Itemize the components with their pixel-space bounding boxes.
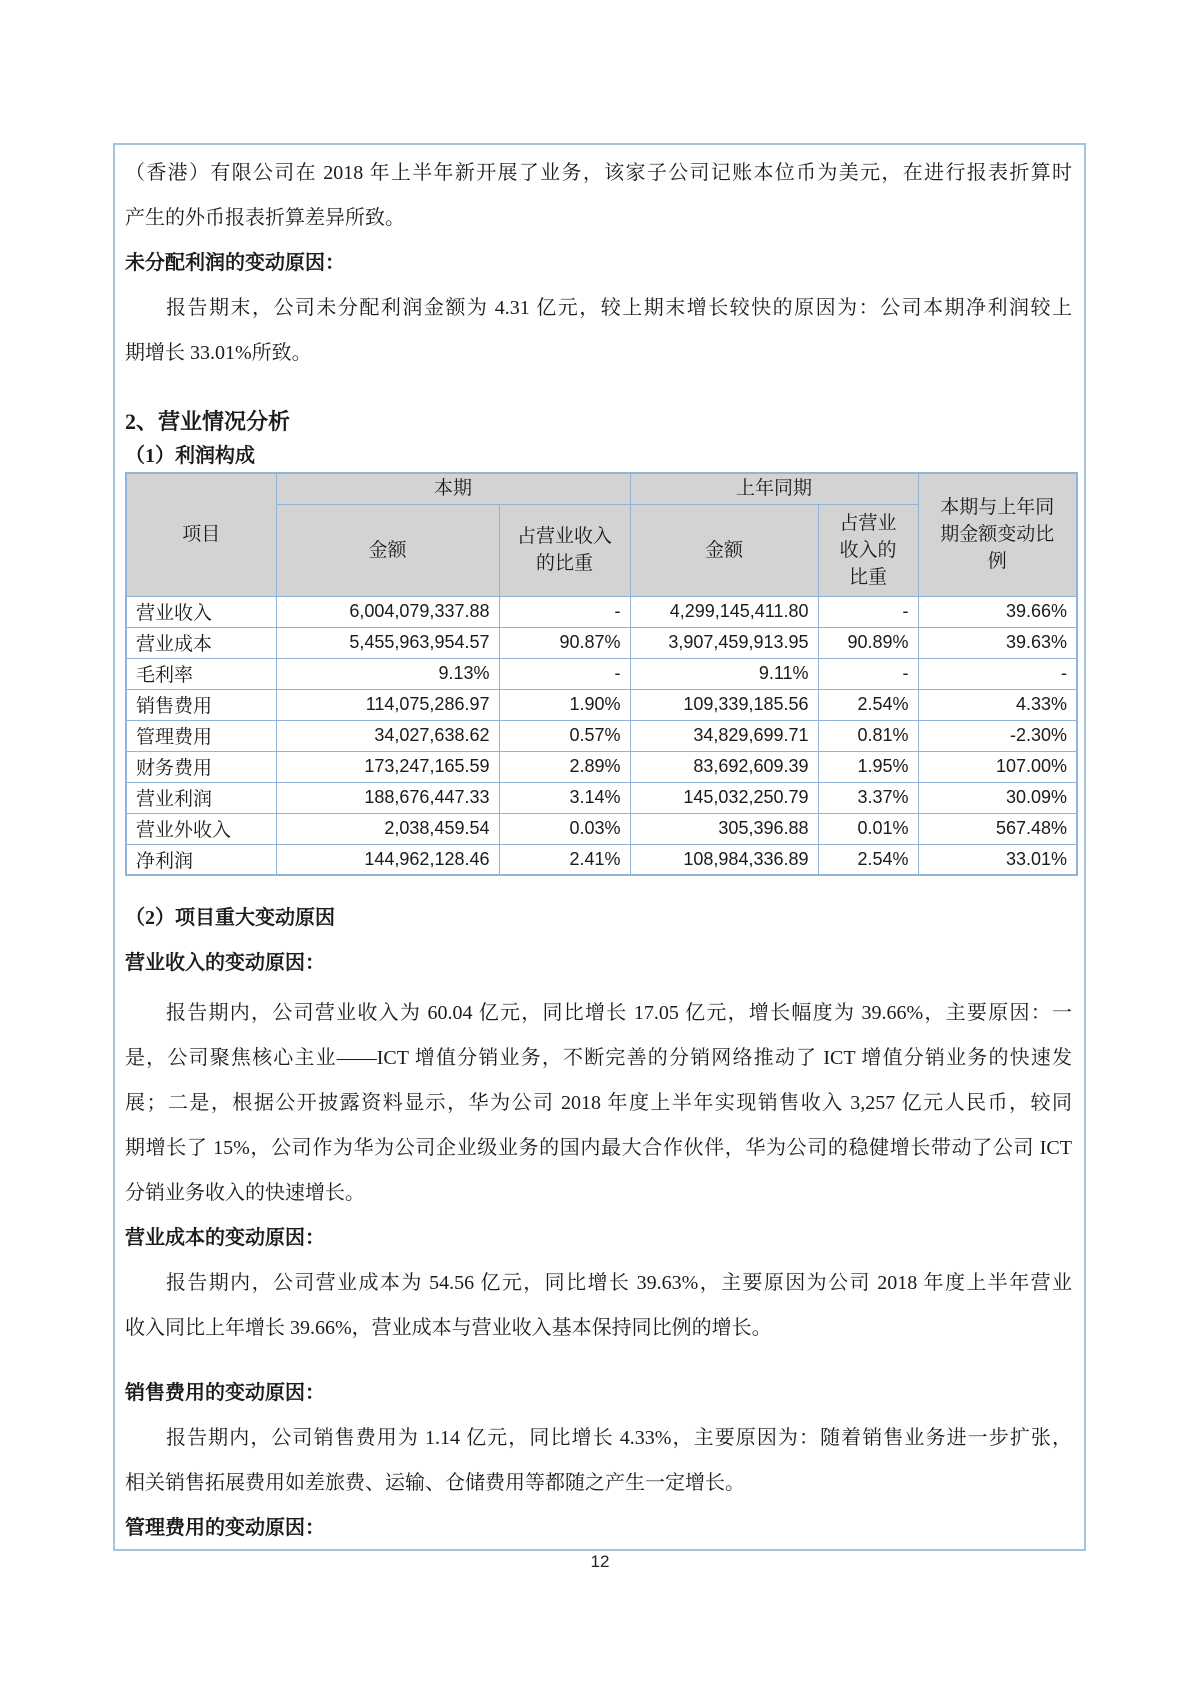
- text-line: 期增长 33.01%所致。: [125, 342, 312, 364]
- text-line: 收入同比上年增长 39.66%，营业成本与营业收入基本保持同比例的增长。: [125, 1317, 772, 1339]
- table-row: [126, 658, 1077, 689]
- page-number: 12: [590, 1552, 610, 1571]
- row-value-cell: 109,339,185.56: [630, 689, 818, 720]
- row-value-cell: 9.11%: [630, 658, 818, 689]
- header-cell-change: 本期与上年同 期金额变动比 例: [918, 473, 1077, 596]
- row-value-cell: 83,692,609.39: [630, 751, 818, 782]
- row-label-cell: 营业收入: [126, 596, 276, 627]
- table-row: [126, 689, 1077, 720]
- row-value-cell: -: [499, 658, 630, 689]
- row-value-cell: 567.48%: [918, 813, 1077, 844]
- table-body: [126, 596, 1077, 875]
- row-value-cell: 4.33%: [918, 689, 1077, 720]
- table-row: [126, 844, 1077, 875]
- text-line: 报告期内，公司营业成本为 54.56 亿元，同比增长 39.63%，主要原因为公司 2018 年度上半年营业: [166, 1272, 1072, 1294]
- text-line: 分销业务收入的快速增长。: [125, 1182, 365, 1204]
- row-value-cell: 2.54%: [818, 689, 918, 720]
- subsection-profit-structure: （1）利润构成: [125, 445, 255, 467]
- row-label-cell: 营业外收入: [126, 813, 276, 844]
- revenue-change-block: [125, 941, 1072, 1216]
- row-value-cell: 1.95%: [818, 751, 918, 782]
- text-line: 产生的外币报表折算差异所致。: [125, 207, 405, 229]
- cost-change-block: [125, 1216, 1072, 1351]
- row-value-cell: -2.30%: [918, 720, 1077, 751]
- selling-change-block: [125, 1371, 1072, 1506]
- row-value-cell: 6,004,079,337.88: [276, 596, 499, 627]
- undistributed-profit-paragraph: [125, 286, 1072, 376]
- table-header: [126, 473, 1077, 596]
- row-value-cell: 188,676,447.33: [276, 782, 499, 813]
- header-cell-ratio-prior: 占营业 收入的 比重: [818, 504, 918, 596]
- row-label-cell: 净利润: [126, 844, 276, 875]
- row-value-cell: 39.66%: [918, 596, 1077, 627]
- row-value-cell: 107.00%: [918, 751, 1077, 782]
- row-value-cell: 2.89%: [499, 751, 630, 782]
- table-row: [126, 751, 1077, 782]
- header-cell-ratio-current: 占营业收入 的比重: [499, 504, 630, 596]
- section-title-business-analysis: 2、营业情况分析: [125, 409, 291, 434]
- text-line: 期增长了 15%，公司作为华为公司企业级业务的国内最大合作伙伴，华为公司的稳健增长带动了公司 ICT: [125, 1137, 1072, 1159]
- header-cell-amount-current: 金额: [276, 504, 499, 596]
- revenue-change-paragraph: [125, 991, 1072, 1216]
- text-line: 报告期内，公司营业收入为 60.04 亿元，同比增长 17.05 亿元，增长幅度为 39.66%，主要原因：一: [166, 1002, 1072, 1024]
- table-row: [126, 720, 1077, 751]
- document-content-frame: [113, 143, 1086, 1551]
- table-row: [126, 813, 1077, 844]
- row-value-cell: 108,984,336.89: [630, 844, 818, 875]
- selling-change-heading: 销售费用的变动原因：: [125, 1382, 325, 1404]
- row-value-cell: 114,075,286.97: [276, 689, 499, 720]
- text-line: 展；二是，根据公开披露资料显示，华为公司 2018 年度上半年实现销售收入 3,257 亿元人民币，较同: [125, 1092, 1072, 1114]
- subsection-major-changes: （2）项目重大变动原因: [125, 907, 335, 929]
- row-label-cell: 营业利润: [126, 782, 276, 813]
- row-value-cell: 305,396.88: [630, 813, 818, 844]
- header-cell-amount-prior: 金额: [630, 504, 818, 596]
- row-value-cell: 3,907,459,913.95: [630, 627, 818, 658]
- row-label-cell: 管理费用: [126, 720, 276, 751]
- table-row: [126, 627, 1077, 658]
- row-value-cell: 34,027,638.62: [276, 720, 499, 751]
- selling-change-paragraph: [125, 1416, 1072, 1506]
- row-value-cell: 1.90%: [499, 689, 630, 720]
- table-row: [126, 596, 1077, 627]
- row-value-cell: 2.54%: [818, 844, 918, 875]
- row-value-cell: 5,455,963,954.57: [276, 627, 499, 658]
- row-value-cell: 0.81%: [818, 720, 918, 751]
- row-value-cell: -: [499, 596, 630, 627]
- header-cell-current-group: 本期: [276, 473, 630, 504]
- cost-change-paragraph: [125, 1261, 1072, 1351]
- undistributed-profit-heading: 未分配利润的变动原因：: [125, 252, 345, 274]
- row-value-cell: -: [818, 658, 918, 689]
- row-value-cell: 34,829,699.71: [630, 720, 818, 751]
- row-value-cell: 90.87%: [499, 627, 630, 658]
- text-line: 报告期内，公司销售费用为 1.14 亿元，同比增长 4.33%，主要原因为：随着销售业务进一步扩张，: [166, 1427, 1072, 1449]
- row-label-cell: 财务费用: [126, 751, 276, 782]
- row-value-cell: -: [918, 658, 1077, 689]
- row-value-cell: 0.57%: [499, 720, 630, 751]
- header-cell-prior-group: 上年同期: [630, 473, 918, 504]
- row-value-cell: 2.41%: [499, 844, 630, 875]
- row-value-cell: 9.13%: [276, 658, 499, 689]
- revenue-change-heading: 营业收入的变动原因：: [125, 952, 325, 974]
- text-line: 是，公司聚焦核心主业——ICT 增值分销业务，不断完善的分销网络推动了 ICT 增值分销业务的快速发: [125, 1047, 1072, 1069]
- header-row-groups: [126, 473, 1077, 504]
- row-value-cell: 0.03%: [499, 813, 630, 844]
- row-value-cell: 33.01%: [918, 844, 1077, 875]
- row-value-cell: 30.09%: [918, 782, 1077, 813]
- row-value-cell: 39.63%: [918, 627, 1077, 658]
- text-line: 报告期末，公司未分配利润金额为 4.31 亿元，较上期末增长较快的原因为：公司本期净利润较上: [166, 297, 1072, 319]
- row-value-cell: 3.14%: [499, 782, 630, 813]
- admin-change-heading: 管理费用的变动原因：: [125, 1517, 325, 1539]
- intro-paragraph: [125, 151, 1072, 241]
- profit-composition-table: [125, 472, 1078, 876]
- text-line: （香港）有限公司在 2018 年上半年新开展了业务，该家子公司记账本位币为美元，在进行报表折算时: [125, 162, 1072, 184]
- row-value-cell: 145,032,250.79: [630, 782, 818, 813]
- row-label-cell: 毛利率: [126, 658, 276, 689]
- row-value-cell: -: [818, 596, 918, 627]
- table-row: [126, 782, 1077, 813]
- cost-change-heading: 营业成本的变动原因：: [125, 1227, 325, 1249]
- header-cell-item: 项目: [126, 473, 276, 596]
- row-value-cell: 2,038,459.54: [276, 813, 499, 844]
- row-label-cell: 营业成本: [126, 627, 276, 658]
- row-value-cell: 173,247,165.59: [276, 751, 499, 782]
- row-value-cell: 144,962,128.46: [276, 844, 499, 875]
- row-value-cell: 4,299,145,411.80: [630, 596, 818, 627]
- row-label-cell: 销售费用: [126, 689, 276, 720]
- row-value-cell: 3.37%: [818, 782, 918, 813]
- row-value-cell: 90.89%: [818, 627, 918, 658]
- row-value-cell: 0.01%: [818, 813, 918, 844]
- text-line: 相关销售拓展费用如差旅费、运输、仓储费用等都随之产生一定增长。: [125, 1472, 745, 1494]
